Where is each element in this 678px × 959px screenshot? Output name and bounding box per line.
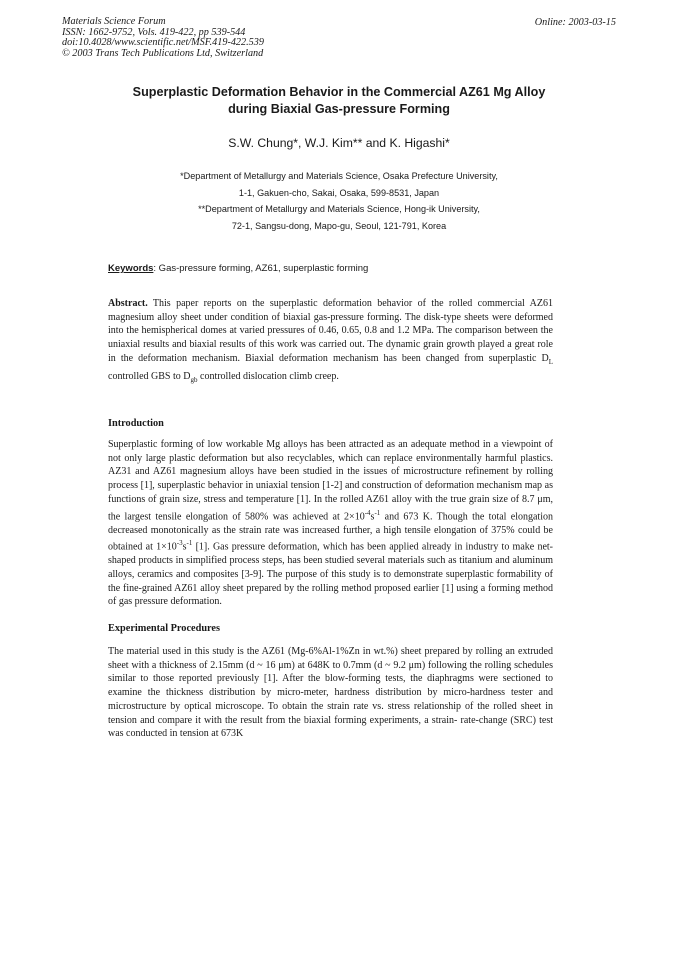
intro-text: [1]. Gas pressure deformation, which has been applied already in industry to make net-shaped products in simplified process steps, has been studied several materials such as titanium and aluminum alloys, ceramics and composites [3-9]. The purpose of this study is to demonstrate superplastic formability of the fine-grained AZ61 alloy sheet prepared by the rolling method proposed earlier [1] using a forming method of gas pressure deformation. (108, 541, 553, 608)
subscript-l: L (548, 357, 553, 366)
authors: S.W. Chung*, W.J. Kim** and K. Higashi* (228, 136, 450, 150)
copyright-line: © 2003 Trans Tech Publications Ltd, Switzerland (62, 47, 264, 59)
experimental-paragraph: The material used in this study is the AZ61 (Mg-6%Al-1%Zn in wt.%) sheet prepared by rolling an extruded sheet with a thickness of 2.15mm (d ~ 16 μm) at 648K to 0.7mm (d ~ 9.2 μm) following the rolling schedules similar to those reported previously [1]. After the blow-forming tests, the diaphragms were sectioned to examine the thickness distribution by micro-meter, hardness distribution by micro-hardness tester and microstructure by optical microscope. To obtain the strain rate vs. stress relationship of the rolled sheet in tension and compare it with the result from the biaxial forming experiments, a strain- rate-change (SRC) test was conducted in tension at 673K (108, 646, 553, 740)
abstract-text: This paper reports on the superplastic deformation behavior of the rolled commercial AZ61 magnesium alloy sheet under condition of biaxial gas-pressure forming. The disk-type sheets were deformed into the hemispherical domes at varied pressures of 0.46, 0.65, 0.8 and 1.2 MPa. The comparison between the uniaxial results and biaxial results of this work was carried out. The dynamic grain growth played a great role in the deformation mechanism. Biaxial deformation mechanism has been changed from superplastic D (108, 298, 553, 364)
abstract-label: Abstract. (108, 298, 148, 309)
superscript: -1 (374, 508, 381, 517)
introduction-heading: Introduction (108, 418, 164, 429)
journal-name: Materials Science Forum (62, 16, 166, 27)
abstract (108, 297, 553, 387)
subscript-gb: gb (190, 375, 198, 384)
keywords-text: : Gas-pressure forming, AZ61, superplastic forming (153, 263, 369, 274)
introduction-paragraph (108, 438, 553, 609)
superscript: -4 (364, 508, 371, 517)
abstract-text-mid: controlled GBS to D (108, 370, 191, 382)
experimental-heading: Experimental Procedures (108, 623, 221, 634)
superscript: -1 (186, 539, 193, 548)
keywords (108, 263, 368, 274)
abstract-text-end: controlled dislocation climb creep. (197, 370, 339, 382)
superscript: -3 (176, 539, 183, 548)
paper-title (100, 84, 578, 117)
intro-text: s (370, 510, 375, 522)
doi-link[interactable]: doi:10.4028/www.scientific.net/MSF.419-422.539 (62, 37, 264, 49)
title-line-2: during Biaxial Gas-pressure Forming (228, 101, 450, 116)
journal-metadata (62, 17, 264, 59)
intro-text: Superplastic forming of low workable Mg alloys has been attracted as an adequate method in a viewpoint of not only large plastic deformation but also recyclables, which can replace environmentally harmful plastics. AZ31 and AZ61 magnesium alloys have been studied in the issues of microstructure refinement by rolling process [1], superplastic behavior in uniaxial tension [1-2] and construction of deformation mechanism map as functions of grain size, stress and temperature [1]. In the rolled AZ61 alloy with the true grain size of 8.7 μm, the largest tensile elongation of 580% was achieved at 2×10 (108, 439, 553, 522)
affiliations (100, 168, 578, 234)
affiliation-line: *Department of Metallurgy and Materials Science, Osaka Prefecture University, (180, 171, 498, 181)
title-line-1: Superplastic Deformation Behavior in the Commercial AZ61 Mg Alloy (132, 85, 546, 99)
affiliation-line: 1-1, Gakuen-cho, Sakai, Osaka, 599-8531, Japan (238, 187, 440, 198)
affiliation-line: 72-1, Sangsu-dong, Mapo-gu, Seoul, 121-791, Korea (231, 220, 447, 231)
issn-line: ISSN: 1662-9752, Vols. 419-422, pp 539-544 (62, 26, 246, 38)
affiliation-line: **Department of Metallurgy and Materials Science, Hong-ik University, (198, 204, 480, 214)
intro-text: s (182, 541, 187, 553)
online-date: Online: 2003-03-15 (534, 17, 616, 28)
keywords-label: Keywords (108, 263, 154, 274)
intro-text: and 673 K. Though the total elongation decreased monotonically as the strain rate was increased further, a high tensile elongation of 375% could be obtained at 1×10 (108, 510, 553, 553)
